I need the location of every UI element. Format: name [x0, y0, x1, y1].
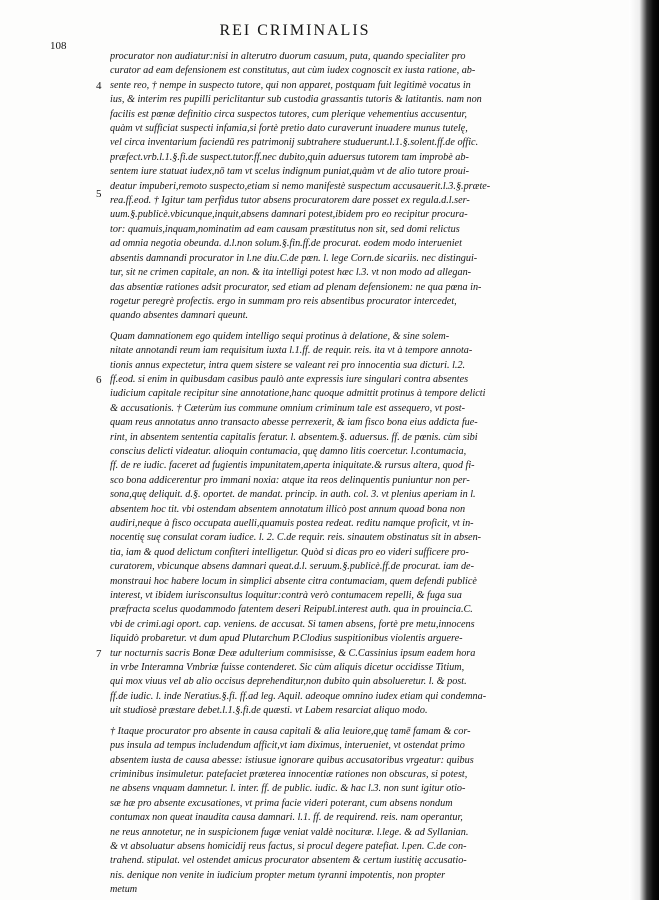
text-line: tor: quamuis,inquam,nominatim ad eam causam præstitutus non sit, sed domi relictus [110, 223, 460, 235]
text-line: metum [110, 884, 138, 896]
text-line: deatur impuberi,remoto suspecto,etiam si nemo manifestè suspectum accusauerit.l.3.§.præte- [110, 180, 491, 192]
text-line: ff. de re iudic. faceret ad fugientis impunitatem,aperta iniquitate.& rursus altera, quod fi- [110, 460, 475, 472]
text-line: sæ hæ pro absente excusationes, vt prima facie videri poterant, cum absens nondum [110, 797, 453, 809]
running-head: REI CRIMINALIS [219, 22, 371, 39]
body-text [110, 50, 602, 898]
text-line: rea.ff.eod. † Igitur tam perfidus tutor absens procuratorem dare posset ex regula.d.l.ser- [110, 195, 470, 207]
text-line: præfect.vrb.l.1.§.fi.de suspect.tutor.ff.nec dubito,quin aduersus tutorem tam improbè ab- [110, 151, 469, 163]
text-line: absentem iusta de causa abesse: istiusue ignorare quibus accusatoribus vrgeatur: quibus [110, 754, 474, 766]
text-line: sente reo, † nempe in suspecto tutore, qui non apparet, postquam fuit legitimè vocatus in [110, 79, 471, 91]
text-line: ius, & interim res pupilli periclitantur sub custodia grassantis tutoris & latitantis. nam non [110, 94, 482, 106]
text-line: Quam damnationem ego quidem intelligo sequi protinus à delatione, & sine solem- [110, 330, 450, 342]
text-line: pus insula ad tempus includendum afficit,vt iam diximus, interueniet, vt ostendat primo [110, 740, 465, 752]
text-line: ne reus annotetur, ne in suspicionem fugæ veniat valdè nocituræ. l.lege. & ad Syllanian. [110, 826, 469, 838]
margin-number-5: 5 [96, 188, 102, 200]
text-line: † Itaque procurator pro absente in causa capitali & alia leuiore,quę tamē famam & cor- [110, 725, 471, 737]
text-line: rint, in absentem sententia capitalis feratur. l. absentem.§. aduersus. ff. de pœnis. cùm sibi [110, 431, 478, 443]
text-line: in vrbe Interamna Vmbriæ fuisse contenderet. Sic cùm aliquis dicetur occidisse Titium, [110, 662, 465, 674]
text-line: tionis annus expectetur, intra quem sistere se valeant rei pro innocentia sua dicturi. l.2. [110, 359, 466, 371]
margin-number-7: 7 [96, 648, 102, 660]
text-line: præfracta scelus quodammodo fatentem deseri Reipubl.interest auth. qua in prouincia.C. [110, 604, 473, 616]
text-line: criminibus insimuletur. patefaciet præterea innocentiæ rationes non obscuras, si potest, [110, 768, 468, 780]
text-line: vbi de crimi.agi oport. cap. veniens. de accusat. Si tamen absens, fortè pre metu,innocens [110, 618, 475, 630]
text-line: procurator non audiatur:nisi in alterutro duorum casuum, puta, quando specialiter pro [110, 51, 466, 62]
text-line: ff.eod. si enim in quibusdam casibus paulò ante expressis iure singulari contra absentes [110, 373, 469, 385]
text-line: tia, iam & quod delictum confiteri intelligetur. Quòd si dicas pro eo videri sufficere pro- [110, 546, 469, 558]
text-line: ad omnia negotia obeunda. d.l.non solum.§.fin.ff.de procurat. eodem modo interueniet [110, 238, 462, 250]
text-line: absentem hoc tit. vbi ostendam absentem annotatum illicò post annum quoad bona non [110, 503, 466, 515]
text-line: curator ad eam defensionem est constitutus, aut cùm iudex cognoscit ex iusta ratione, ab- [110, 65, 476, 77]
book-gutter-shadow [629, 0, 659, 900]
text-line: & vt absoluatur absens homicidij reus factus, si procul degere patefiat. l.pen. C.de con- [110, 840, 467, 852]
text-line: contumax non queat inaudita causa damnari. l.1. ff. de requirend. reis. nam operantur, [110, 812, 463, 824]
text-line: tur, sit ne crimen capitale, an non. & ita intelligi potest hæc l.3. vt non modo ad allegan- [110, 267, 472, 279]
text-line: curatorem, vbicunque absens damnari queat.d.l. seruum.§.publicè.ff.de procurat. iam de- [110, 561, 474, 573]
text-line: sona,quę deliquit. d.§. oportet. de mandat. princip. in auth. col. 3. vt plenius aperiam in l. [110, 489, 476, 501]
text-line: liquidò probaretur. vt dum apud Plutarchum P.Clodius suspitionibus violentis arguere- [110, 633, 463, 645]
margin-number-4: 4 [96, 80, 102, 92]
text-line: nis. denique non venite in iudicium propter metum tyranni impotentis, non propter [110, 869, 446, 881]
text-line: quando absentes damnari queunt. [110, 310, 249, 322]
margin-number-6: 6 [96, 374, 102, 386]
text-line: sco bona addicerentur pro immani noxia: atque ita reos delinquentis puniuntur non per- [110, 474, 470, 486]
text-line: absentis damnandi procurator in l.ne diu.C.de pœn. l. lege Corn.de sicariis. nec distingui- [110, 252, 478, 264]
text-line: & accusationis. † Cæterùm ius commune omnium criminum tale est assequero, vt post- [110, 402, 466, 414]
text-line: ff.de iudic. l. inde Neratius.§.fi. ff.ad leg. Aquil. adeoque omnino iudex etiam qui condemna- [110, 690, 487, 702]
text-line: qui mox viuus vel ab alio occisus deprehenditur,non dubito quin absolueretur. l. & post. [110, 676, 467, 688]
text-line: sentem iure statuat iudex,nō tam vt scelus indignum puniat,quàm vt de alio tutore proui- [110, 166, 470, 178]
text-line: trahend. stipulat. vel ostendet amicus procurator absentem & certum iustitię accusatio- [110, 855, 467, 867]
text-line: facilis est pœnæ definitio circa suspectos tutores, cum plerique vehementius accusentur, [110, 108, 467, 120]
text-line: iudicium capitale recipitur sine annotatione,hanc quoque admittit protinus à tempore delicti [110, 388, 486, 400]
text-line: quam reus annotatus anno transacto abesse perrexerit, & iam fisco bona eius addicta fue- [110, 417, 478, 429]
text-line: das absentiæ rationes adsit procurator, sed etiam ad plenam defensionem: ne qua pœna in- [110, 281, 482, 293]
text-line: audiri,neque à fisco occupata auelli,quamuis postea redeat. reditu namque proficit, vt in- [110, 518, 474, 529]
text-line: tur nocturnis sacris Bonæ Deæ adulterium commisisse, & C.Cassinius ipsum eadem hora [110, 647, 476, 659]
text-line: nocentię suę consulat coram iudice. l. 2. C.de requir. reis. sinautem obstinatus sit in absen- [110, 532, 482, 544]
text-line: nitate annotandi reum iam requisitum iuxta l.1.ff. de requir. reis. ita vt à tempore annota- [110, 345, 473, 357]
text-line: interest, vt ibidem iurisconsultus loquitur:contrà verò contumacem repelli, & fuga sua [110, 590, 462, 602]
text-line: vel circa inventarium faciendū res patrimonij subtrahere studuerunt.l.1.§.solent.ff.de offic. [110, 137, 479, 149]
text-line: rogetur peregrè profectis. ergo in summam pro reis absentibus procurator intercedet, [110, 295, 457, 307]
text-line: monstraui hoc habere locum in simplici absente citra contumaciam, quem defendi publicè [110, 575, 477, 587]
page-number: 108 [50, 40, 67, 52]
text-line: uum.§.publicè.vbicunque,inquit,absens damnari potest,ibidem pro eo recipitur procura- [110, 209, 468, 221]
text-line: uit studiosè præstare debet.l.1.§.fi.de quæsti. vt Labem resarciat aliquo modo. [110, 705, 428, 717]
text-line: conscius delicti videatur. alioquin contumacia, quę damno litis coercetur. l.contumacia, [110, 445, 467, 457]
text-line: ne absens vnquam damnetur. l. inter. ff. de public. iudic. & hac l.3. non sunt igitur otio- [110, 783, 466, 795]
text-line: quàm vt sufficiat suspecti infamia,si fortè pretio dato curaverunt inuadere munus tutelę, [110, 123, 468, 135]
